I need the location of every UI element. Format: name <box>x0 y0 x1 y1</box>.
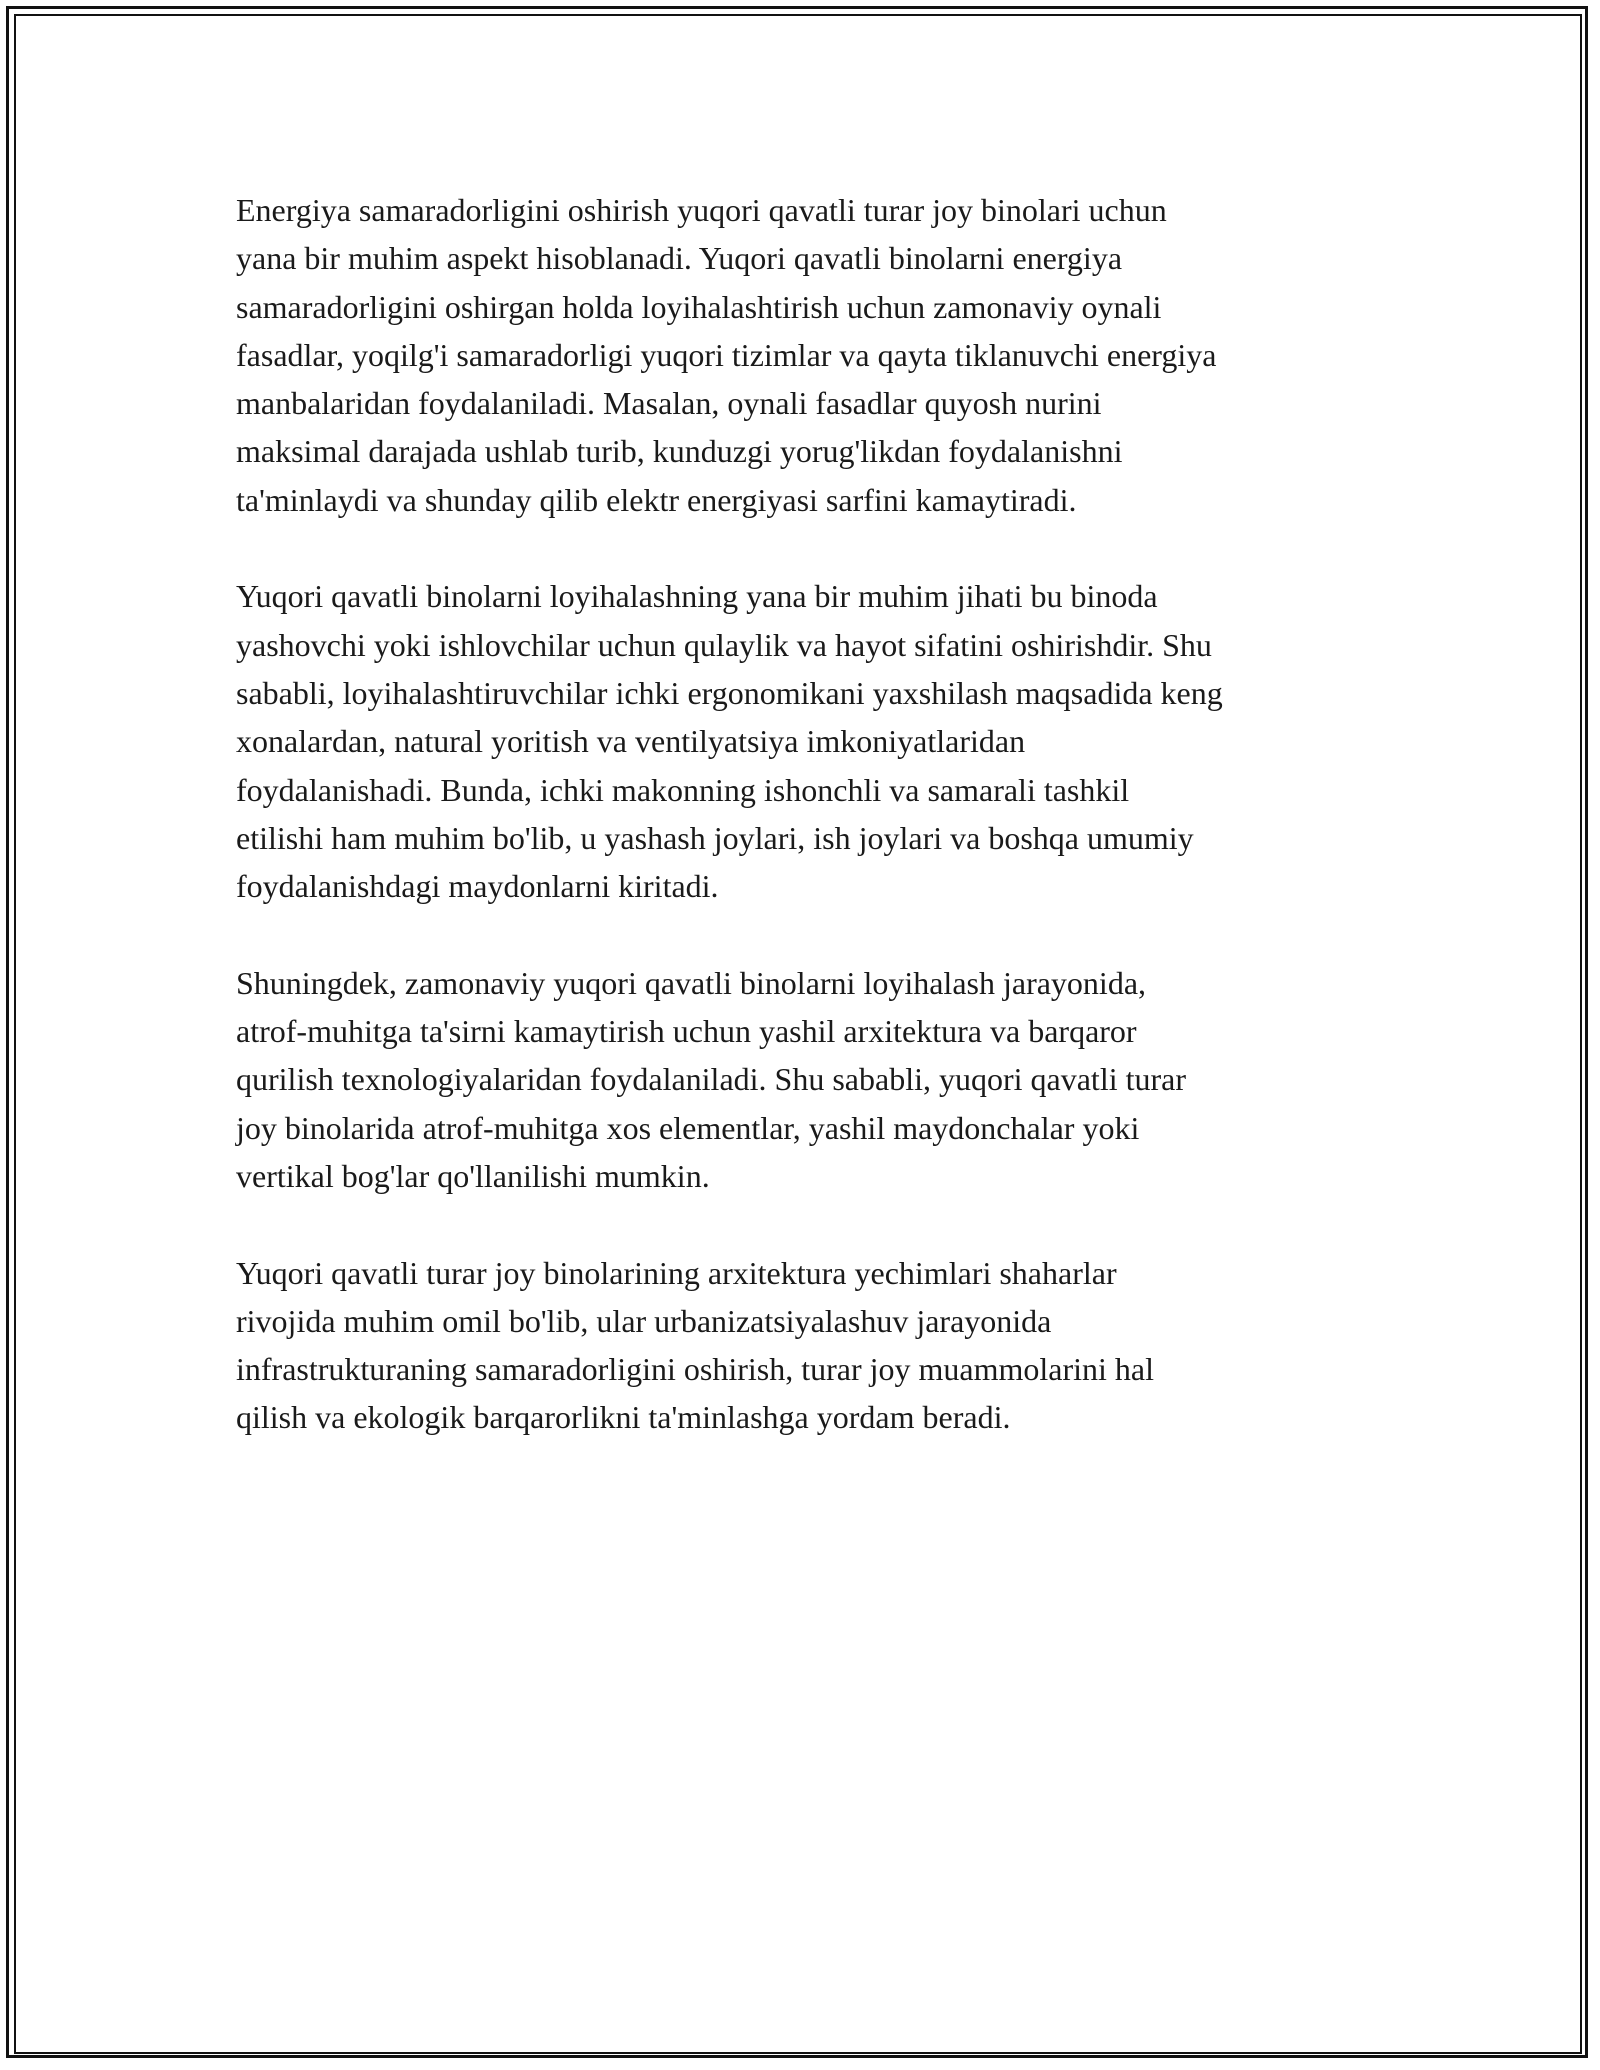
paragraph-conclusion: Yuqori qavatli turar joy binolarining arxitektura yechimlari shaharlar rivojida muhim omil bo'lib, ular urbanizatsiyalashuv jarayonida infrastrukturaning samaradorligini oshirish, turar joy muammolarini hal qilish va ekologik barqarorlikni ta'minlashga yordam beradi. <box>236 1254 1155 1436</box>
document-body <box>236 186 1376 1490</box>
paragraph-comfort-quality: Yuqori qavatli binolarni loyihalashning yana bir muhim jihati bu binoda yashovchi yoki ishlovchilar uchun qulaylik va hayot sifatini oshirishdir. Shu sababli, loyihalashtiruvchilar ichki ergonomikani yaxshilash maqsadida keng xonalardan, natural yoritish va ventilyatsiya imkoniyatlaridan foydalanishadi. Bunda, ichki makonning ishonchli va samarali tashkil etilishi ham muhim bo'lib, u yashash joylari, ish joylari va boshqa umumiy foydalanishdagi maydonlarni kiritadi. <box>236 578 1223 905</box>
paragraph-green-architecture: Shuningdek, zamonaviy yuqori qavatli binolarni loyihalash jarayonida, atrof-muhitga ta'sirni kamaytirish uchun yashil arxitektura va barqaror qurilish texnologiyalaridan foydalaniladi. Shu sababli, yuqori qavatli turar joy binolarida atrof-muhitga xos elementlar, yashil maydonchalar yoki vertikal bog'lar qo'llanilishi mumkin. <box>236 964 1186 1194</box>
paragraph-energy-efficiency: Energiya samaradorligini oshirish yuqori qavatli turar joy binolari uchun yana bir muhim aspekt hisoblanadi. Yuqori qavatli binolarni energiya samaradorligini oshirgan holda loyihalashtirish uchun zamonaviy oynali fasadlar, yoqilg'i samaradorligi yuqori tizimlar va qayta tiklanuvchi energiya manbalaridan foydalaniladi. Masalan, oynali fasadlar quyosh nurini maksimal darajada ushlab turib, kunduzgi yorug'likdan foydalanishni ta'minlaydi va shunday qilib elektr energiyasi sarfini kamaytiradi. <box>236 192 1217 518</box>
